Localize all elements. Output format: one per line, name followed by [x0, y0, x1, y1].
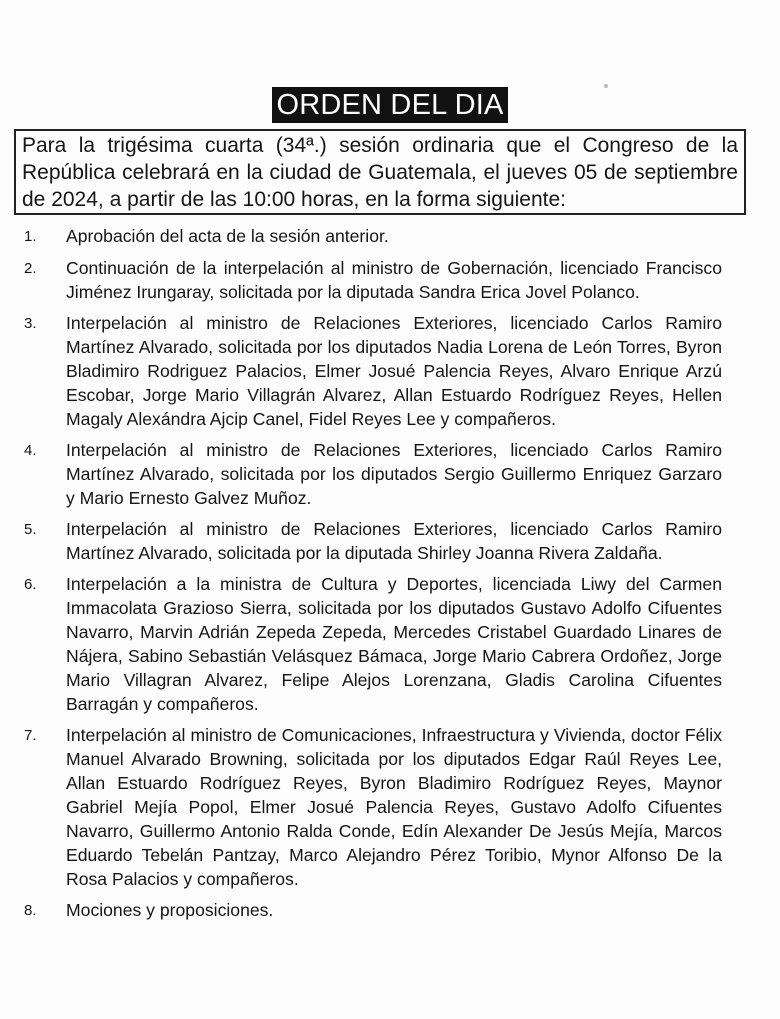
item-text: Interpelación al ministro de Comunicaciones, Infraestructura y Vivienda, doctor Félix Manuel Alvarado Browning, solicitada por los diputados Edgar Raúl Reyes Lee, Allan Estuardo Rodríguez Reyes, Byron Bladimiro Rodríguez Reyes, Maynor Gabriel Mejía Popol, Elmer Josué Palencia Reyes, Gustavo Adolfo Cifuentes Navarro, Guillermo Antonio Ralda Conde, Edín Alexander De Jesús Mejía, Marcos Eduardo Tebelán Pantzay, Marco Alejandro Pérez Toribio, Mynor Alfonso De la Rosa Palacios y compañeros.	[66, 725, 722, 889]
item-number: 2.	[24, 260, 37, 277]
agenda-item	[24, 572, 722, 716]
item-number: 5.	[24, 521, 37, 538]
agenda-item	[24, 438, 722, 510]
item-number: 7.	[24, 727, 37, 744]
item-number: 3.	[24, 315, 37, 332]
item-number: 6.	[24, 576, 37, 593]
item-text: Interpelación al ministro de Relaciones Exteriores, licenciado Carlos Ramiro Martínez Alvarado, solicitada por la diputada Shirley Joanna Rivera Zaldaña.	[66, 519, 722, 563]
item-text: Interpelación al ministro de Relaciones Exteriores, licenciado Carlos Ramiro Martínez Alvarado, solicitada por los diputados Sergio Guillermo Enriquez Garzaro y Mario Ernesto Galvez Muñoz.	[66, 440, 722, 508]
agenda-item	[24, 723, 722, 891]
agenda-item	[24, 224, 722, 249]
item-text: Interpelación al ministro de Relaciones Exteriores, licenciado Carlos Ramiro Martínez Alvarado, solicitada por los diputados Nadia Lorena de León Torres, Byron Bladimiro Rodriguez Palacios, Elmer Josué Palencia Reyes, Alvaro Enrique Arzú Escobar, Jorge Mario Villagrán Alvarez, Allan Estuardo Rodríguez Reyes, Hellen Magaly Alexándra Ajcip Canel, Fidel Reyes Lee y compañeros.	[66, 313, 722, 429]
agenda-list	[24, 224, 722, 930]
item-number: 1.	[24, 228, 37, 245]
intro-box: Para la trigésima cuarta (34ª.) sesión ordinaria que el Congreso de la República celebrará en la ciudad de Guatemala, el jueves 05 de septiembre de 2024, a partir de las 10:00 horas, en la forma siguiente:	[14, 129, 746, 215]
item-number: 8.	[24, 902, 37, 919]
document-title: ORDEN DEL DIA	[272, 87, 507, 123]
agenda-item	[24, 311, 722, 431]
item-text: Mociones y proposiciones.	[66, 900, 274, 920]
agenda-item	[24, 256, 722, 304]
item-number: 4.	[24, 442, 37, 459]
item-text: Interpelación a la ministra de Cultura y Deportes, licenciada Liwy del Carmen Immacolata Grazioso Sierra, solicitada por los diputados Gustavo Adolfo Cifuentes Navarro, Marvin Adrián Zepeda Zepeda, Mercedes Cristabel Guardado Linares de Nájera, Sabino Sebastián Velásquez Bámaca, Jorge Mario Cabrera Ordoñez, Jorge Mario Villagran Alvarez, Felipe Alejos Lorenzana, Gladis Carolina Cifuentes Barragán y compañeros.	[66, 574, 722, 714]
agenda-item	[24, 898, 722, 923]
item-text: Aprobación del acta de la sesión anterior.	[66, 226, 389, 246]
title-wrapper	[0, 87, 780, 123]
item-text: Continuación de la interpelación al ministro de Gobernación, licenciado Francisco Jiménez Irungaray, solicitada por la diputada Sandra Erica Jovel Polanco.	[66, 258, 722, 302]
agenda-item	[24, 517, 722, 565]
